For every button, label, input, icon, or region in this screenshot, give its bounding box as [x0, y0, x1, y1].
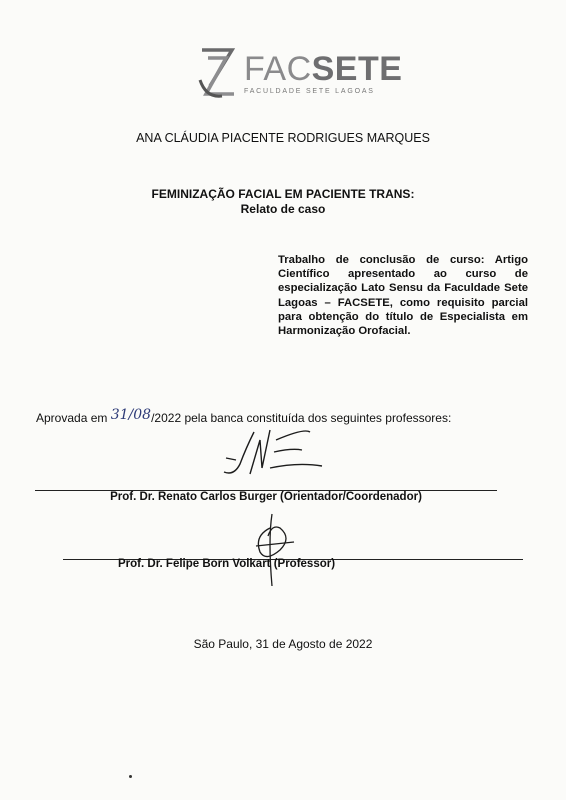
signature-renato-icon — [210, 418, 330, 484]
abstract-paragraph: Trabalho de conclusão de curso: Artigo Científico apresentado ao curso de especialização Lato Sensu da Faculdade Sete Lagoas – FACSETE, como requisito parcial para obtenção do título de Especialista em Harmonização Orofacial. — [278, 254, 528, 338]
signature-label-1: Prof. Dr. Renato Carlos Burger (Orientador/Coordenador) — [110, 491, 422, 503]
facsete-emblem-icon — [196, 44, 240, 102]
signature-label-2: Prof. Dr. Felipe Born Volkart (Professor) — [118, 558, 336, 570]
ink-speck — [129, 775, 132, 778]
author-name: ANA CLÁUDIA PIACENTE RODRIGUES MARQUES — [136, 131, 430, 145]
approval-prefix: Aprovada em — [36, 411, 111, 425]
title-line-1: FEMINIZAÇÃO FACIAL EM PACIENTE TRANS: — [151, 187, 415, 201]
approval-day: 31 — [110, 407, 129, 423]
approval-month: 08 — [133, 407, 152, 423]
title-line-2: Relato de caso — [240, 202, 326, 216]
approval-suffix: /2022 pela banca constituída dos seguintes professores: — [151, 411, 452, 425]
place-and-date: São Paulo, 31 de Agosto de 2022 — [193, 637, 373, 651]
approval-separator: / — [128, 407, 134, 423]
document-title — [0, 187, 566, 217]
logo-wordmark-part2: SETE — [311, 50, 403, 88]
logo-wordmark-part1: FAC — [244, 50, 312, 88]
logo-subtitle: FACULDADE SETE LAGOAS — [244, 88, 375, 95]
logo-wordmark — [244, 50, 402, 89]
signature-felipe-icon — [250, 510, 300, 590]
facsete-logo — [196, 44, 403, 102]
